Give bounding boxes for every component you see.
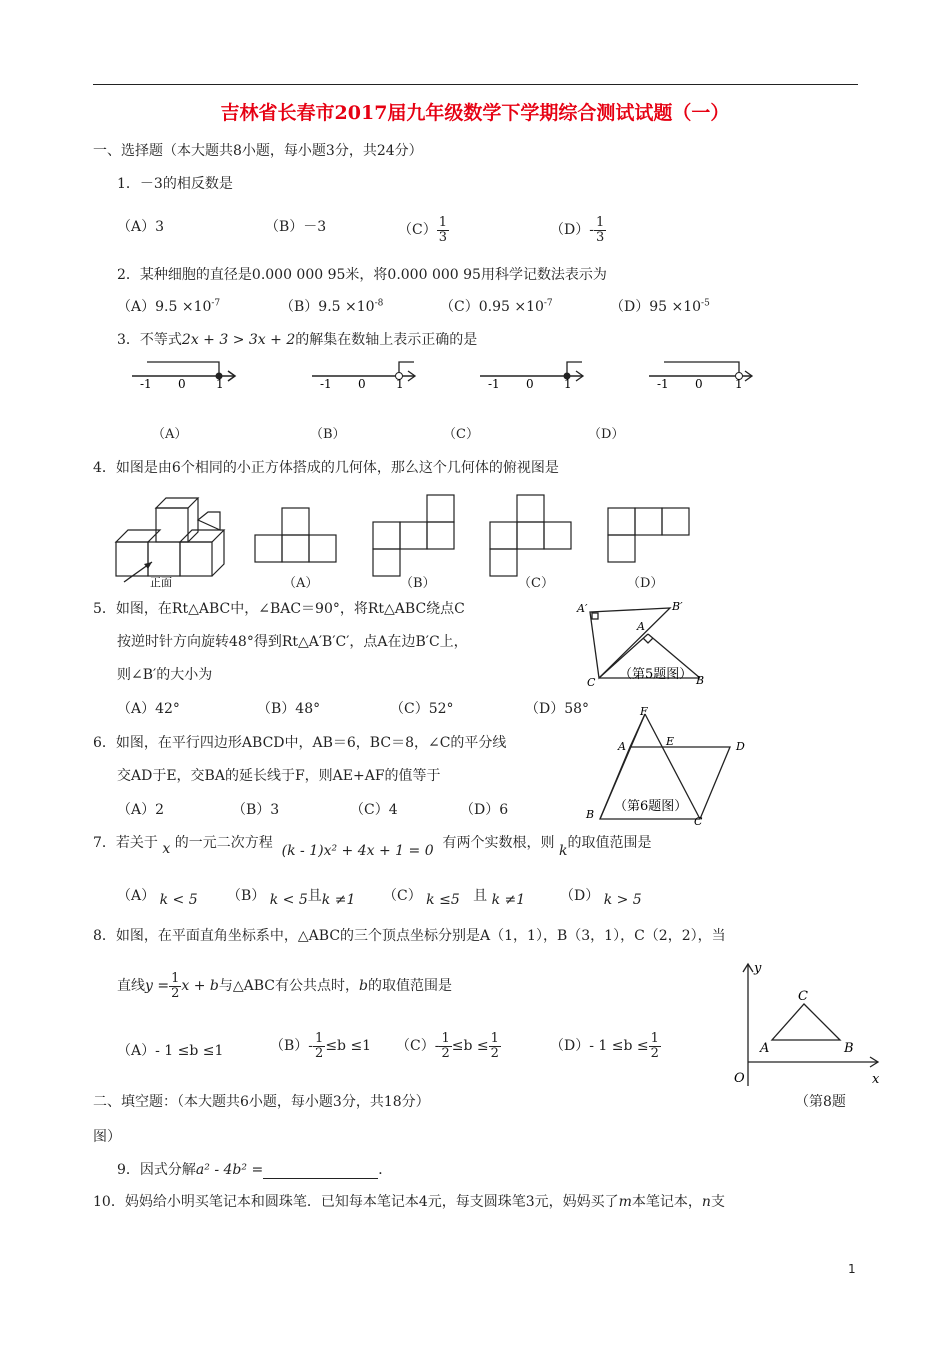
point-label: C bbox=[798, 989, 808, 1004]
q3-numberline-a bbox=[130, 356, 240, 392]
point-label: B bbox=[696, 674, 705, 687]
q5-option-c: （C）52° bbox=[390, 701, 454, 717]
tick-label: 0 bbox=[695, 377, 703, 391]
q4-option-b-figure bbox=[372, 493, 458, 577]
section-2-heading: 二、填空题：（本大题共6小题，每小题3分，共18分） bbox=[93, 1094, 430, 1110]
tick-label: 1 bbox=[735, 377, 743, 391]
q6-line-1: 6．如图，在平行四边形ABCD中，AB＝6，BC＝8，∠C的平分线 bbox=[93, 735, 507, 751]
q8-option-d: （D）- 1 ≤b ≤ $\frac{1}{2}$ bbox=[550, 1031, 659, 1061]
q8-figure-caption-cont: 图） bbox=[93, 1129, 121, 1145]
q3-stem: 3．不等式2x + 3 > 3x + 2的解集在数轴上表示正确的是 bbox=[117, 332, 478, 348]
q4-label-a: （A） bbox=[283, 576, 319, 591]
q5-line-1: 5．如图，在Rt△ABC中，∠BAC＝90°，将Rt△ABC绕点C bbox=[93, 601, 465, 617]
point-label: B′ bbox=[672, 600, 683, 613]
tick-label: 0 bbox=[358, 377, 366, 391]
tick-label: 0 bbox=[526, 377, 534, 391]
q2-option-c: $(C)0.95 \times 10^{-7}$ bbox=[440, 298, 553, 315]
q10-stem: 10．妈妈给小明买笔记本和圆珠笔．已知每本笔记本4元，每支圆珠笔3元，妈妈买了m本笔记本，n支 bbox=[93, 1194, 725, 1210]
q9-answer-blank[interactable] bbox=[263, 1164, 378, 1179]
point-label: C bbox=[694, 815, 703, 828]
axis-label-x: x bbox=[872, 1072, 880, 1087]
q6-option-c: （C）4 bbox=[350, 802, 398, 818]
point-label: A bbox=[637, 620, 645, 633]
q3-label-c: （C） bbox=[443, 427, 479, 442]
q3-label-b: （B） bbox=[310, 427, 346, 442]
point-label: D bbox=[736, 740, 745, 753]
q8-option-b: （B）- $\frac{1}{2}$ ≤b ≤1 bbox=[270, 1031, 372, 1061]
q2-stem: 2．某种细胞的直径是0.000 000 95米，将0.000 000 95用科学记数法表示为 bbox=[117, 267, 607, 283]
q1-option-b: （B）－3 bbox=[265, 219, 327, 235]
q7-option-d: （D） k > 5 bbox=[560, 888, 642, 908]
tick-label: -1 bbox=[140, 377, 152, 391]
q5-line-2: 按逆时针方向旋转48°得到Rt△A′B′C′，点A在边B′C上， bbox=[117, 634, 468, 650]
q7-option-b: （B） k < 5且k ≠1 bbox=[227, 888, 356, 908]
q4-solid-figure bbox=[108, 490, 238, 589]
origin-label: O bbox=[734, 1071, 745, 1086]
q7-option-c: （C） k ≤5 且 k ≠1 bbox=[383, 888, 526, 908]
q5-figure bbox=[575, 598, 715, 688]
q8-option-c: （C）- $\frac{1}{2}$ ≤b ≤ $\frac{1}{2}$ bbox=[396, 1031, 499, 1061]
q6-option-d: （D）6 bbox=[460, 802, 509, 818]
point-label: A′ bbox=[577, 602, 588, 615]
q4-option-d-figure bbox=[607, 506, 693, 564]
q8-figure-caption: （第8题 bbox=[795, 1094, 846, 1110]
q8-option-a: （A）- 1 ≤b ≤1 bbox=[117, 1043, 224, 1059]
front-label: 正面 bbox=[150, 576, 172, 589]
q5-option-a: （A）42° bbox=[117, 701, 180, 717]
top-rule bbox=[93, 84, 858, 85]
q3-numberline-b bbox=[310, 356, 420, 392]
point-label: C bbox=[587, 676, 596, 689]
q3-numberline-d bbox=[647, 356, 759, 392]
q2-option-d: $(D)95 \times 10^{-5}$ bbox=[610, 298, 710, 315]
tick-label: 0 bbox=[178, 377, 186, 391]
q8-line-2: 直线y = $\frac{1}{2}$ x + b与△ABC有公共点时，b的取值范围是 bbox=[117, 971, 452, 1001]
q6-option-a: （A）2 bbox=[117, 802, 165, 818]
q6-figure bbox=[580, 704, 760, 828]
q1-option-c: （C） $\frac{1}{3}$ bbox=[398, 215, 447, 245]
q1-stem: 1．－3的相反数是 bbox=[117, 176, 233, 192]
tick-label: -1 bbox=[488, 377, 500, 391]
point-label: A bbox=[618, 740, 626, 753]
q5-figure-caption: （第5题图） bbox=[619, 667, 693, 682]
q4-label-b: （B） bbox=[400, 576, 436, 591]
tick-label: 1 bbox=[564, 377, 572, 391]
tick-label: -1 bbox=[657, 377, 669, 391]
q2-option-a: $(A)9.5 \times 10^{-7}$ bbox=[117, 298, 221, 315]
q5-line-3: 则∠B′的大小为 bbox=[117, 667, 213, 683]
q3-label-a: （A） bbox=[152, 427, 188, 442]
q9-stem: 9．因式分解a² - 4b² = ． bbox=[117, 1162, 393, 1178]
point-label: B bbox=[586, 808, 595, 821]
q5-option-b: （B）48° bbox=[257, 701, 321, 717]
tick-label: 1 bbox=[216, 377, 224, 391]
q7-option-a: （A） k < 5 bbox=[117, 888, 198, 908]
q4-label-d: （D） bbox=[627, 576, 664, 591]
q4-option-a-figure bbox=[254, 506, 338, 564]
point-label: F bbox=[640, 705, 648, 718]
q3-label-d: （D） bbox=[588, 427, 625, 442]
page-title: 吉林省长春市2017届九年级数学下学期综合测试试题（一） bbox=[220, 102, 730, 124]
q3-numberline-c bbox=[478, 356, 588, 392]
q1-option-d: （D）- $\frac{1}{3}$ bbox=[550, 215, 605, 245]
q4-label-c: （C） bbox=[518, 576, 554, 591]
q6-line-2: 交AD于E，交BA的延长线于F，则AE+AF的值等于 bbox=[117, 768, 441, 784]
q4-option-c-figure bbox=[489, 493, 575, 577]
q2-option-b: $(B)9.5 \times 10^{-8}$ bbox=[280, 298, 384, 315]
q1-option-a: （A）3 bbox=[117, 219, 165, 235]
point-label: A bbox=[760, 1041, 770, 1056]
point-label: B bbox=[844, 1041, 854, 1056]
section-1-heading: 一、选择题（本大题共8小题，每小题3分，共24分） bbox=[93, 143, 423, 159]
q6-figure-caption: （第6题图） bbox=[614, 799, 688, 814]
q4-stem: 4．如图是由6个相同的小正方体搭成的几何体，那么这个几何体的俯视图是 bbox=[93, 460, 559, 476]
q8-coordinate-figure bbox=[728, 958, 888, 1090]
page-number: 1 bbox=[848, 1262, 856, 1276]
point-label: E bbox=[666, 735, 675, 748]
q7-stem: 7．若关于 x 的一元二次方程 (k - 1)x² + 4x + 1 = 0 有两个实数根，则 k的取值范围是 bbox=[93, 835, 652, 859]
tick-label: 1 bbox=[396, 377, 404, 391]
q6-option-b: （B）3 bbox=[232, 802, 280, 818]
axis-label-y: y bbox=[754, 961, 762, 976]
q5-option-d: （D）58° bbox=[525, 701, 590, 717]
tick-label: -1 bbox=[320, 377, 332, 391]
q8-line-1: 8．如图，在平面直角坐标系中，△ABC的三个顶点坐标分别是A（1，1），B（3，1），C（2，2），当 bbox=[93, 928, 726, 944]
